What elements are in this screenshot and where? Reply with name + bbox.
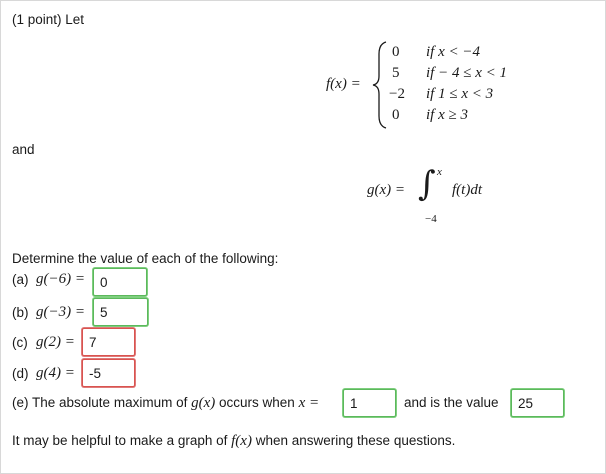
part-b-answer-input[interactable]: 5 xyxy=(93,298,148,326)
hint-line xyxy=(12,433,455,450)
instruction-text: Determine the value of each of the following: xyxy=(12,251,279,266)
part-a-label: (a) xyxy=(12,272,29,287)
g-lhs: g(x) = xyxy=(367,182,406,198)
part-e-var: x = xyxy=(298,395,320,411)
f-lhs: f(x) = xyxy=(326,76,361,92)
and-text: and xyxy=(12,142,35,157)
case-value-1: 0 xyxy=(392,44,400,60)
part-c-answer-input[interactable]: 7 xyxy=(82,328,135,356)
part-c-expr: g(2) = xyxy=(36,334,75,350)
left-brace xyxy=(370,40,392,130)
case-value-2: 5 xyxy=(392,65,400,81)
part-d-expr: g(4) = xyxy=(36,365,75,381)
case-value-4: 0 xyxy=(392,107,400,123)
case-value-3: −2 xyxy=(389,86,405,102)
part-a-answer-input[interactable]: 0 xyxy=(93,268,147,296)
hint-text-2: when answering these questions. xyxy=(255,433,456,448)
hint-text-1: It may be helpful to make a graph of xyxy=(12,433,228,448)
part-a-expr: g(−6) = xyxy=(36,271,85,287)
case-condition-2: if − 4 ≤ x < 1 xyxy=(426,65,507,81)
part-d-label: (d) xyxy=(12,366,29,381)
part-e-value-answer-input[interactable]: 25 xyxy=(511,389,564,417)
part-e-x-answer-input[interactable]: 1 xyxy=(343,389,396,417)
upper-limit: x xyxy=(437,166,442,178)
part-e-fn: g(x) xyxy=(191,395,216,411)
part-e-text-3: and is the value xyxy=(404,395,499,410)
case-condition-4: if x ≥ 3 xyxy=(426,107,468,123)
part-b-label: (b) xyxy=(12,305,29,320)
integral-sign: ∫ xyxy=(418,164,436,204)
part-e-line xyxy=(12,395,319,412)
integrand: f(t)dt xyxy=(452,182,482,198)
problem-header: (1 point) Let xyxy=(12,12,85,27)
part-c-label: (c) xyxy=(12,335,28,350)
part-b-expr: g(−3) = xyxy=(36,304,85,320)
part-e-label: (e) xyxy=(12,395,29,410)
part-e-text-2: occurs when xyxy=(219,395,295,410)
hint-fn: f(x) xyxy=(231,433,252,449)
case-condition-3: if 1 ≤ x < 3 xyxy=(426,86,494,102)
part-d-answer-input[interactable]: -5 xyxy=(82,359,135,387)
part-e-text-1: The absolute maximum of xyxy=(32,395,188,410)
case-condition-1: if x < −4 xyxy=(426,44,480,60)
lower-limit: −4 xyxy=(425,213,437,225)
